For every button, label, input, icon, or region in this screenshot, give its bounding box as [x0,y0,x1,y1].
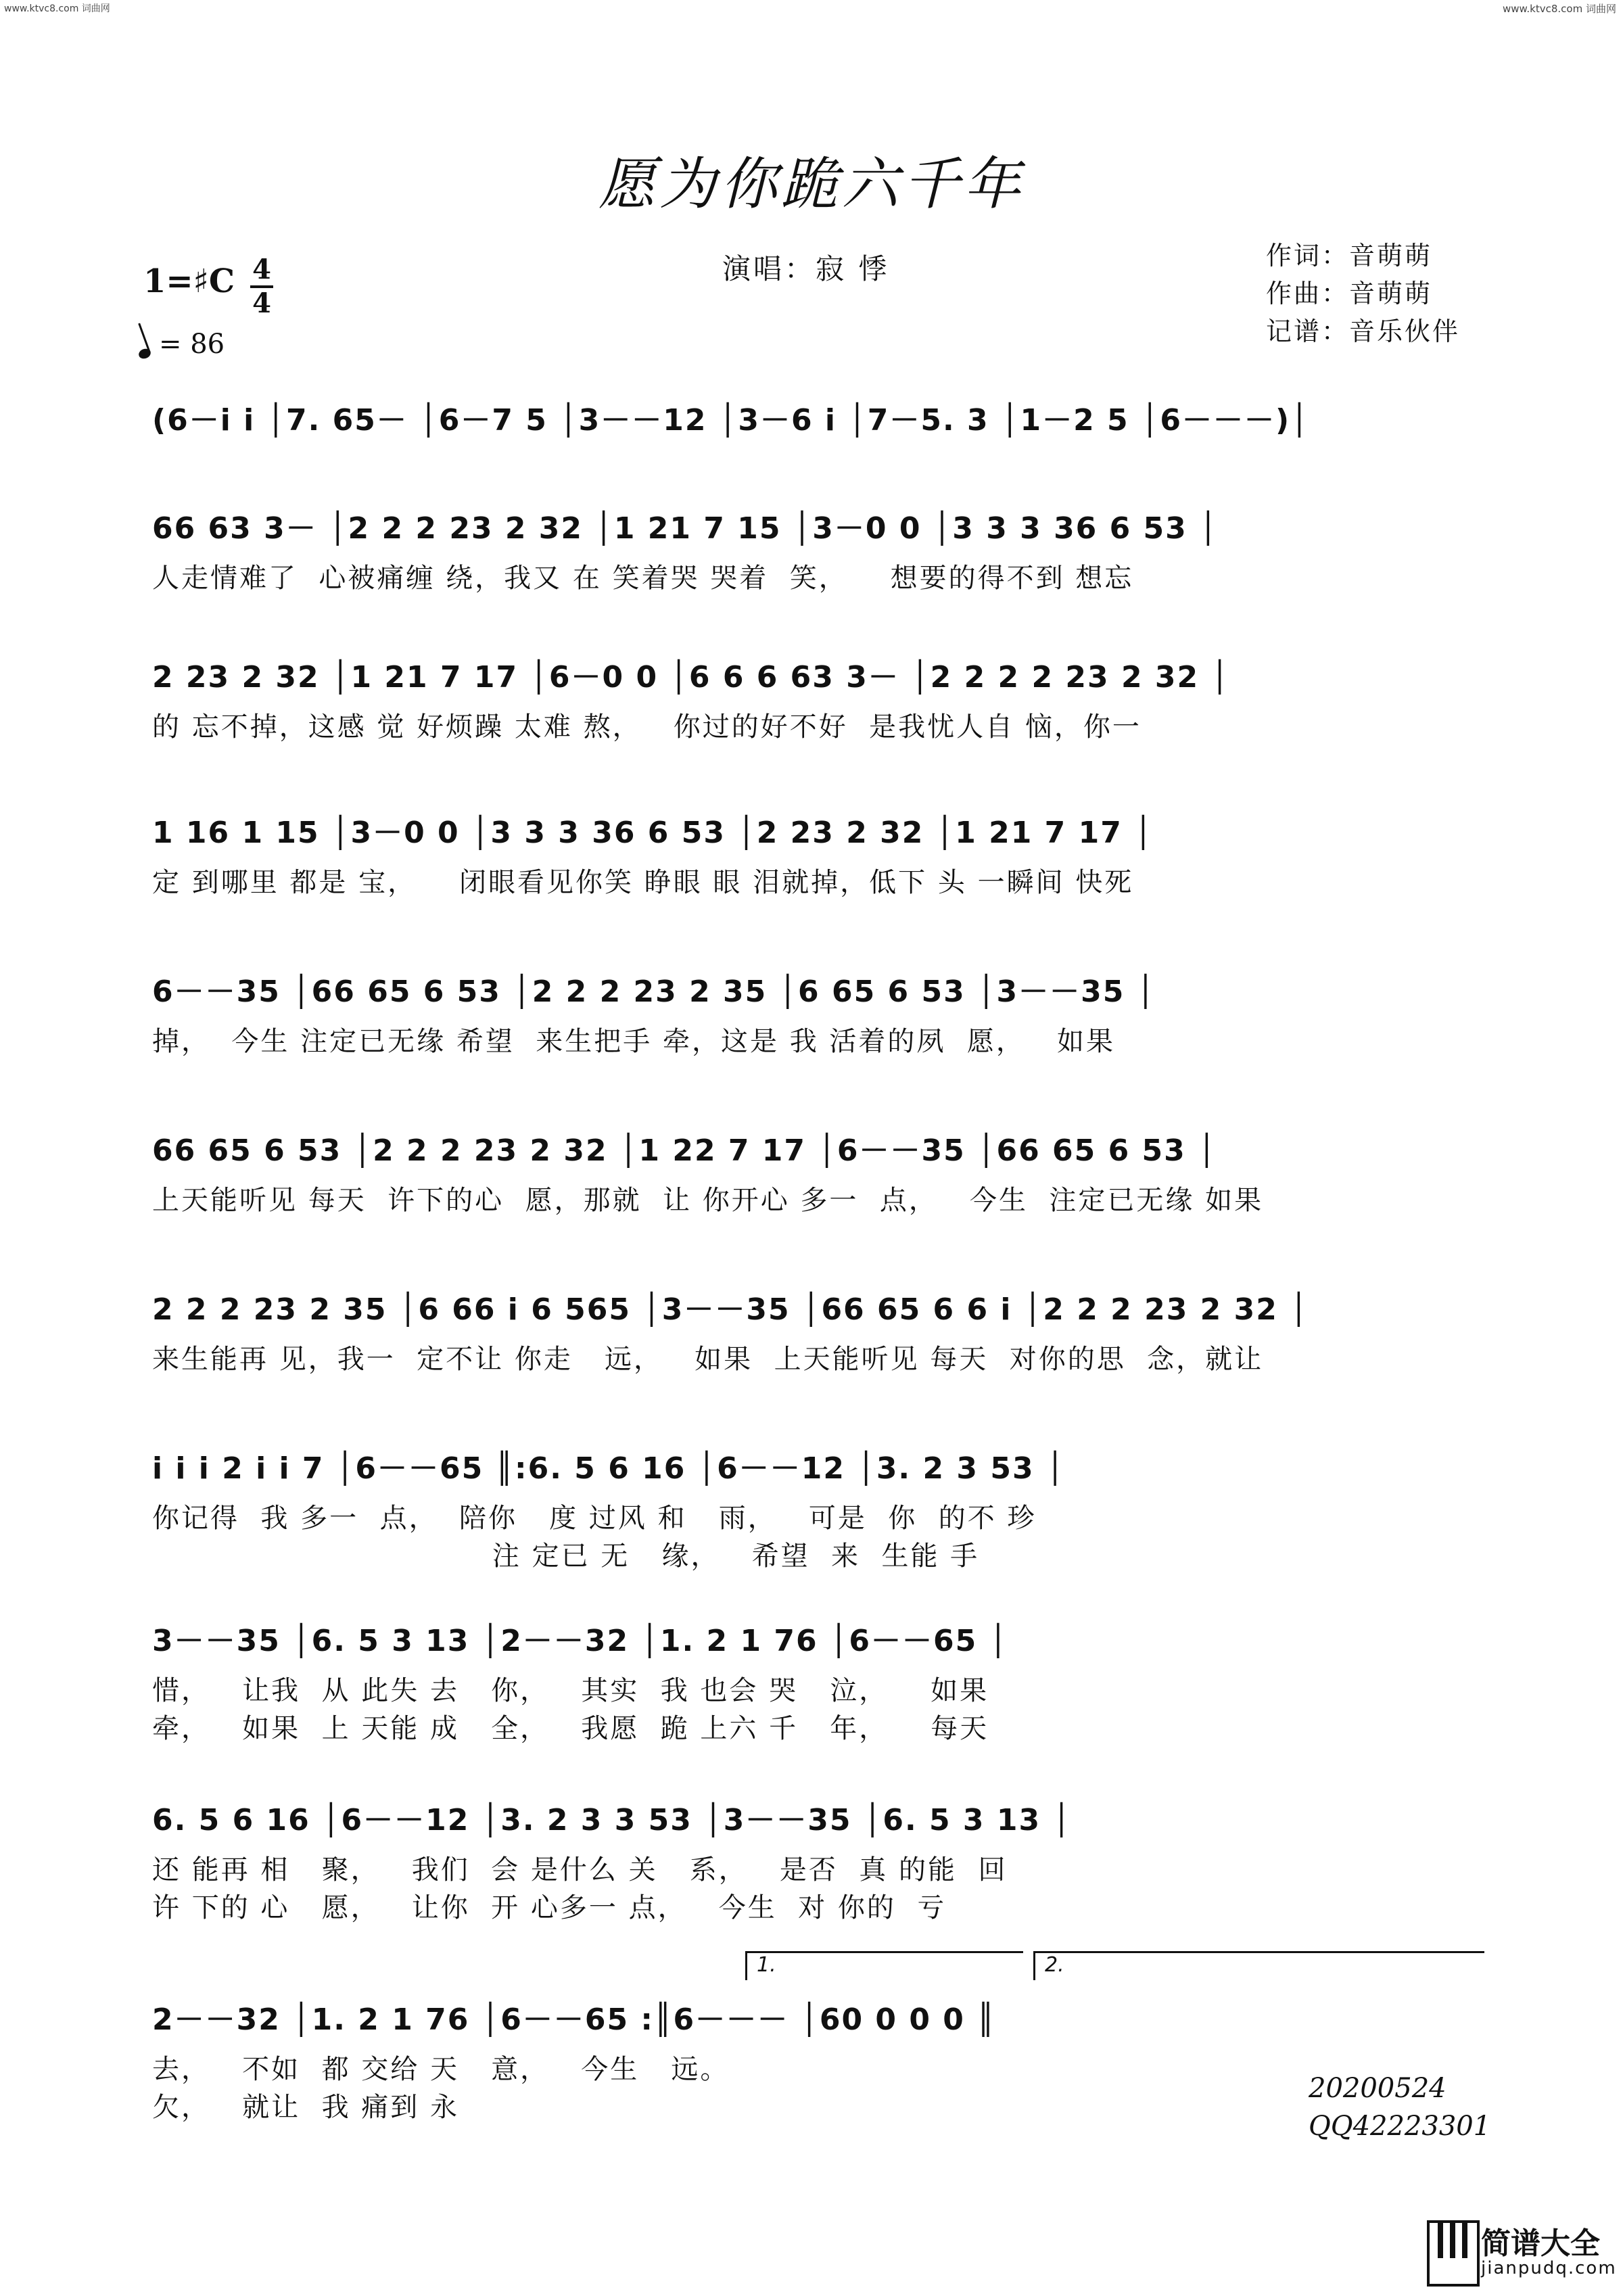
notation-row-11: 2－－32 │1. 2 1 76 │6－－65 :║6－－－ │60 0 0 0 ║ [152,2002,996,2037]
lyric-line-11-1: 去， 不如 都 交给 天 意， 今生 远。 [152,2054,730,2085]
date-text: 20200524 [1309,2073,1446,2104]
notation-row-8: i i i 2 i i 7 │6－－65 ║:6. 5 6 16 │6－－12 │3. 2 3 53 │ [152,1451,1066,1486]
transcriber-credit: 记谱：音乐伙伴 [1266,317,1461,346]
lyric-line-7-1: 来生能再 见，我一 定不让 你走 远， 如果 上天能听见 每天 对你的思 念，就让 [152,1344,1264,1375]
time-signature-bottom: 4 [252,287,271,319]
notation-row-9: 3－－35 │6. 5 3 13 │2－－32 │1. 2 1 76 │6－－65 │ [152,1624,1009,1658]
lyric-line-3-1: 的 忘不掉，这感 觉 好烦躁 太难 熬， 你过的好不好 是我忧人自 恼，你一 [152,711,1142,743]
qq-text: QQ42223301 [1309,2111,1491,2142]
credits-block [1266,237,1460,350]
lyric-line-5-1: 掉， 今生 注定已无缘 希望 来生把手 牵，这是 我 活着的夙 愿， 如果 [152,1026,1116,1057]
volta-second-label: 2. [1045,1953,1064,1977]
lyric-line-6-1: 上天能听见 每天 许下的心 愿，那就 让 你开心 多一 点， 今生 注定已无缘 如果 [152,1185,1264,1216]
notation-row-6: 66 65 6 53 │2 2 2 23 2 32 │1 22 7 17 │6－－35 │66 65 6 53 │ [152,1133,1217,1168]
singer-credit: 演唱：寂 悸 [722,252,890,285]
piano-keys-icon [1427,2220,1480,2287]
lyric-line-9-1: 惜， 让我 从 此失 去 你， 其实 我 也会 哭 泣， 如果 [152,1675,989,1706]
quarter-note-icon [137,347,152,360]
notation-row-4: 1 16 1 15 │3－0 0 │3 3 3 36 6 53 │2 23 2 32 │1 21 7 17 │ [152,816,1154,850]
lyric-line-9-2: 牵， 如果 上 天能 成 全， 我愿 跪 上六 千 年， 每天 [152,1713,989,1744]
lyric-line-11-2: 欠， 就让 我 痛到 永 [152,2092,460,2123]
lyricist-credit: 作词：音萌萌 [1266,241,1433,271]
site-watermark-left: www.ktvc8.com 词曲网 [4,3,110,14]
volta-first-label: 1. [757,1953,776,1977]
notation-row-5: 6－－35 │66 65 6 53 │2 2 2 23 2 35 │6 65 6 53 │3－－35 │ [152,975,1156,1009]
composer-credit: 作曲：音萌萌 [1266,279,1433,308]
volta-second-ending [1033,1951,1484,1980]
time-signature-top: 4 [252,254,271,285]
lyric-line-8-1: 你记得 我 多一 点， 陪你 度 过风 和 雨， 可是 你 的不 珍 [152,1503,1037,1534]
lyric-line-2-1: 人走情难了 心被痛缠 绕，我又 在 笑着哭 哭着 笑， 想要的得不到 想忘 [152,563,1134,594]
date-stamp [1309,2069,1490,2145]
notation-row-1: (6－i i │7. 65－ │6－7 5 │3－－12 │3－6 i │7－5. 3 │1－2 5 │6－－－)│ [152,403,1310,438]
tempo-value: = 86 [159,329,225,360]
volta-first-ending [745,1951,1023,1980]
notation-row-7: 2 2 2 23 2 35 │6 66 i 6 565 │3－－35 │66 65 6 6 i │2 2 2 23 2 32 │ [152,1292,1309,1327]
notation-row-3: 2 23 2 32 │1 21 7 17 │6－0 0 │6 6 6 63 3－ │2 2 2 2 23 2 32 │ [152,660,1230,695]
song-title: 愿为你跪六千年 [598,151,1025,217]
logo-subtitle: jianpudq.com [1481,2258,1617,2278]
notation-row-10: 6. 5 6 16 │6－－12 │3. 2 3 3 53 │3－－35 │6. 5 3 13 │ [152,1803,1072,1837]
lyric-line-8-2: 注 定已 无 缘， 希望 来 生能 手 [152,1541,980,1572]
time-signature [250,256,273,318]
lyric-line-4-1: 定 到哪里 都是 宝， 闭眼看见你笑 睁眼 眼 泪就掉，低下 头 一瞬间 快死 [152,867,1134,898]
jianpu-logo [1427,2213,1617,2288]
logo-title: 简谱大全 [1481,2226,1600,2261]
lyric-line-10-1: 还 能再 相 聚， 我们 会 是什么 关 系， 是否 真 的能 回 [152,1854,1008,1885]
tempo-mark [139,329,225,360]
lyric-line-10-2: 许 下的 心 愿， 让你 开 心多一 点， 今生 对 你的 亏 [152,1892,947,1923]
notation-row-2: 66 63 3－ │2 2 2 23 2 32 │1 21 7 15 │3－0 0 │3 3 3 36 6 53 │ [152,511,1219,546]
key-signature: 1=♯C [143,262,235,300]
site-watermark-right: www.ktvc8.com 词曲网 [1502,3,1616,15]
